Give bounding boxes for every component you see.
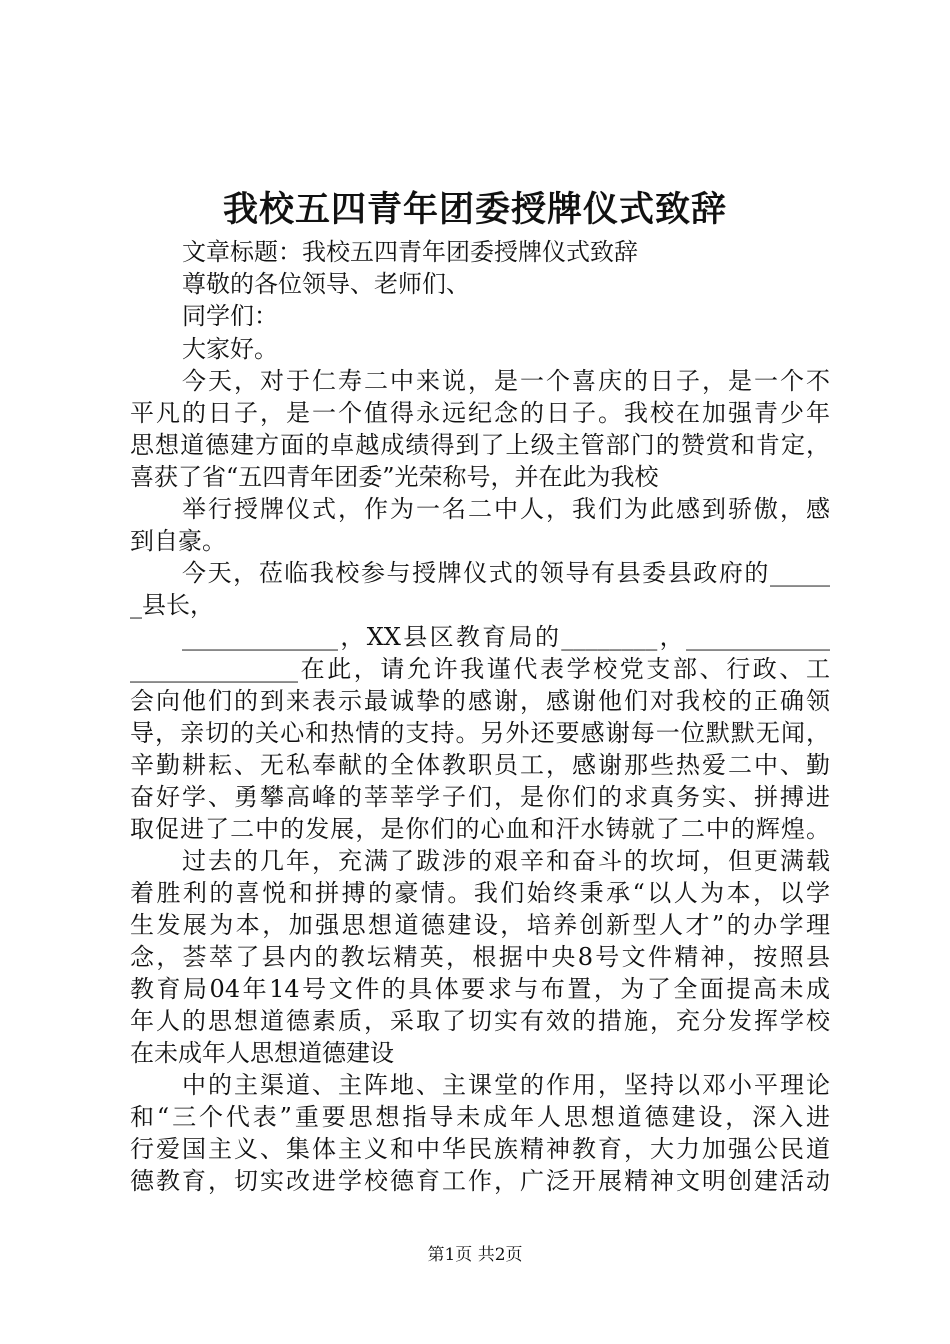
paragraph-line: 导，亲切的关心和热情的支持。另外还要感谢每一位默默无闻， (130, 719, 830, 747)
paragraph-line: ______________在此，请允许我谨代表学校党支部、行政、工 (130, 655, 830, 683)
paragraph-line: 思想道德建方面的卓越成绩得到了上级主管部门的赞赏和肯定， (130, 431, 830, 459)
paragraph-line: 行爱国主义、集体主义和中华民族精神教育，大力加强公民道 (130, 1135, 830, 1163)
salutation-line: 尊敬的各位领导、老师们、 (182, 270, 470, 298)
paragraph-line: 着胜利的喜悦和拼搏的豪情。我们始终秉承“以人为本，以学 (130, 879, 830, 907)
paragraph-line: 辛勤耕耘、无私奉献的全体教职员工，感谢那些热爱二中、勤 (130, 751, 830, 779)
paragraph-line: _____________，XX县区教育局的________，____________ (182, 623, 830, 651)
paragraph-line: 和“三个代表”重要思想指导未成年人思想道德建设，深入进 (130, 1103, 830, 1131)
paragraph-line: 举行授牌仪式，作为一名二中人，我们为此感到骄傲，感 (182, 495, 830, 523)
paragraph-line: 奋好学、勇攀高峰的莘莘学子们，是你们的求真务实、拼搏进 (130, 783, 830, 811)
paragraph-line: 取促进了二中的发展，是你们的心血和汗水铸就了二中的辉煌。 (130, 815, 830, 843)
paragraph-line: _县长， (130, 591, 214, 619)
paragraph-line: 念，荟萃了县内的教坛精英，根据中央8号文件精神，按照县 (130, 943, 830, 971)
greeting-line: 大家好。 (182, 335, 278, 363)
paragraph-line: 今天，对于仁寿二中来说，是一个喜庆的日子，是一个不 (182, 367, 830, 395)
paragraph-line: 年人的思想道德素质，采取了切实有效的措施，充分发挥学校 (130, 1007, 830, 1035)
paragraph-line: 德教育，切实改进学校德育工作，广泛开展精神文明创建活动 (130, 1167, 830, 1195)
paragraph-line: 生发展为本，加强思想道德建设，培养创新型人才”的办学理 (130, 911, 830, 939)
paragraph-line: 今天，莅临我校参与授牌仪式的领导有县委县政府的_____ (182, 559, 830, 587)
salutation-line: 同学们： (182, 302, 278, 330)
document-title: 我校五四青年团委授牌仪式致辞 (222, 189, 727, 230)
paragraph-line: 平凡的日子，是一个值得永远纪念的日子。我校在加强青少年 (130, 399, 830, 427)
paragraph-line: 到自豪。 (130, 527, 226, 555)
paragraph-line: 在未成年人思想道德建设 (130, 1039, 394, 1067)
paragraph-line: 中的主渠道、主阵地、主课堂的作用，坚持以邓小平理论 (182, 1071, 830, 1099)
paragraph-line: 会向他们的到来表示最诚挚的感谢，感谢他们对我校的正确领 (130, 687, 830, 715)
paragraph-line: 过去的几年，充满了跋涉的艰辛和奋斗的坎坷，但更满载 (182, 847, 830, 875)
paragraph-line: 喜获了省“五四青年团委”光荣称号，并在此为我校 (130, 463, 659, 491)
article-title-line: 文章标题：我校五四青年团委授牌仪式致辞 (182, 238, 638, 266)
page-number-footer: 第1页 共2页 (427, 1245, 523, 1265)
paragraph-line: 教育局04年14号文件的具体要求与布置，为了全面提高未成 (130, 975, 830, 1003)
